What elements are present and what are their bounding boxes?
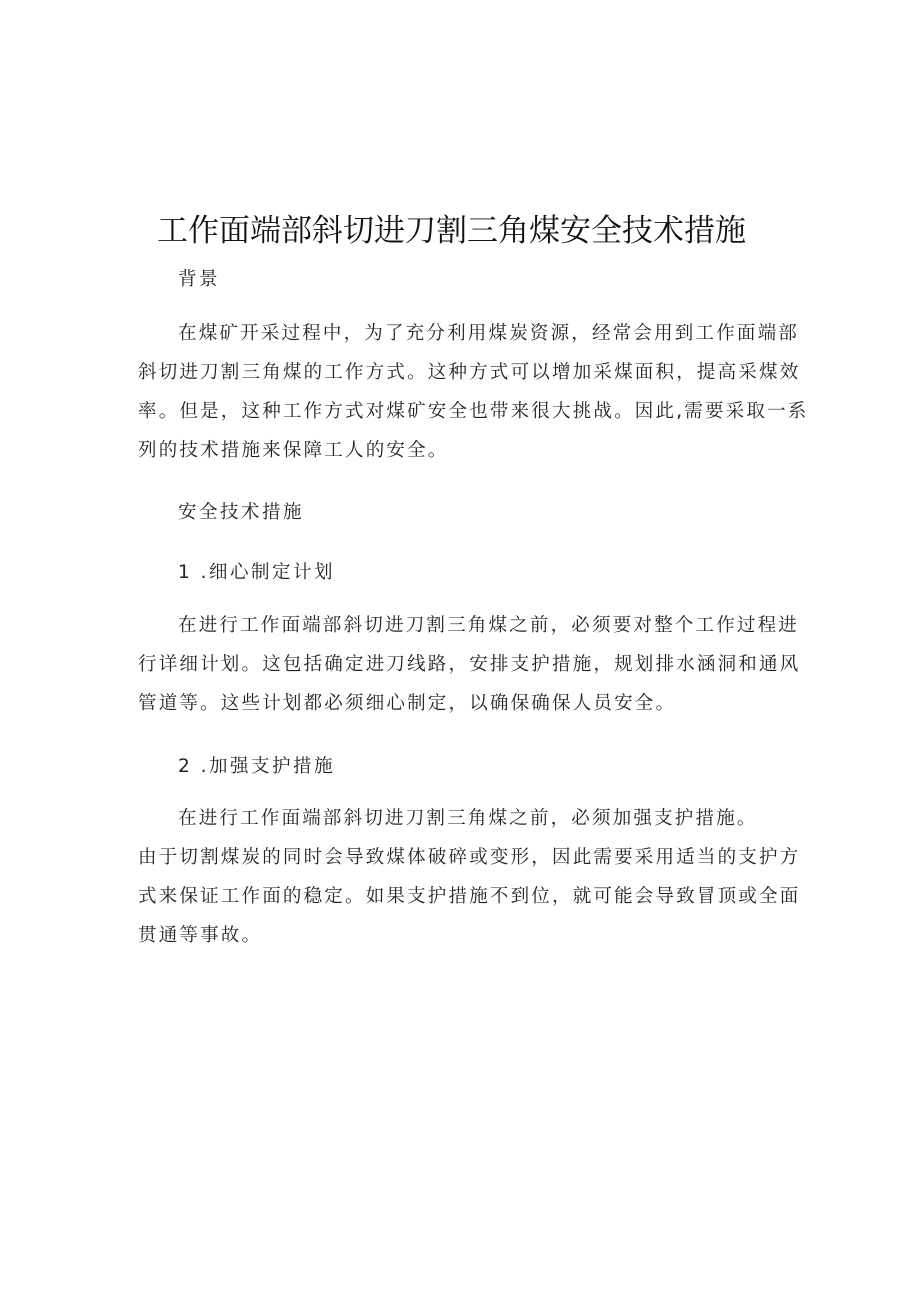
item2-paragraph-line: 贯通等事故。: [138, 925, 263, 946]
item1-paragraph-line: 在进行工作面端部斜切进刀割三角煤之前，必须要对整个工作过程进: [178, 615, 800, 636]
item1-heading: 1 .细心制定计划: [178, 562, 336, 583]
item2-paragraph-line: 在进行工作面端部斜切进刀割三角煤之前，必须加强支护措施。: [178, 808, 758, 829]
item1-paragraph-line: 行详细计划。这包括确定进刀线路，安排支护措施，规划排水涵洞和通风: [138, 654, 801, 675]
measures-heading: 安全技术措施: [178, 502, 305, 523]
document-title: 工作面端部斜切进刀割三角煤安全技术措施: [157, 213, 746, 249]
background-paragraph-line: 在煤矿开采过程中，为了充分利用煤炭资源，经常会用到工作面端部: [178, 323, 800, 344]
item2-paragraph-line: 由于切割煤炭的同时会导致煤体破碎或变形，因此需要采用适当的支护方: [138, 847, 801, 868]
background-paragraph-line: 列的技术措施来保障工人的安全。: [138, 440, 449, 461]
item1-paragraph-line: 管道等。这些计划都必须细心制定，以确保确保人员安全。: [138, 693, 677, 714]
background-heading: 背景: [178, 269, 221, 290]
item2-heading: 2 .加强支护措施: [178, 756, 336, 777]
item2-paragraph-line: 式来保证工作面的稳定。如果支护措施不到位，就可能会导致冒顶或全面: [138, 886, 801, 907]
background-paragraph-line: 斜切进刀割三角煤的工作方式。这种方式可以增加采煤面积，提高采煤效: [138, 362, 801, 383]
background-paragraph-line: 率。但是，这种工作方式对煤矿安全也带来很大挑战。因此,需要采取一系: [138, 401, 809, 422]
